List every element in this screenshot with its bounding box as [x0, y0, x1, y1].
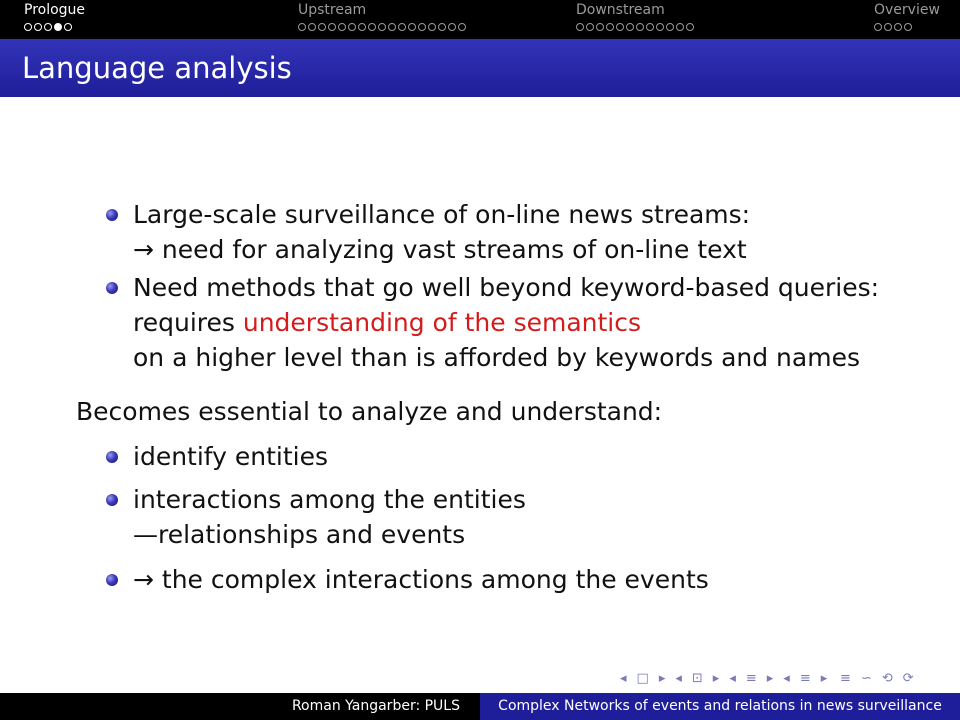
footer-talk-title: Complex Networks of events and relations in news surveillance: [480, 693, 960, 720]
bullet-ball-icon: [106, 451, 118, 463]
nav-section-upstream[interactable]: [298, 2, 466, 33]
nav-dots-upstream: [298, 23, 466, 33]
next-document-icon[interactable]: ▸: [820, 671, 828, 686]
next-frame-icon[interactable]: ▸: [658, 671, 666, 686]
bullet-item: [106, 197, 750, 267]
section-navigation: [0, 0, 960, 39]
nav-frame-dot[interactable]: [646, 23, 654, 31]
nav-frame-dot[interactable]: [596, 23, 604, 31]
nav-frame-dot[interactable]: [576, 23, 584, 31]
nav-frame-dot[interactable]: [884, 23, 892, 31]
bullet-line: Need methods that go well beyond keyword-based queries:: [133, 273, 880, 302]
nav-frame-dot[interactable]: [348, 23, 356, 31]
bullet-item: [106, 439, 328, 474]
nav-frame-dot[interactable]: [586, 23, 594, 31]
nav-frame-dot[interactable]: [358, 23, 366, 31]
bullet-ball-icon: [106, 494, 118, 506]
nav-section-label[interactable]: Overview: [874, 2, 940, 18]
nav-frame-dot[interactable]: [676, 23, 684, 31]
bullet-line: interactions among the entities: [133, 485, 526, 514]
prev-document-icon[interactable]: ◂: [783, 671, 790, 686]
bullet-line: identify entities: [133, 442, 329, 471]
bullet-line: → need for analyzing vast streams of on-line text: [133, 235, 747, 264]
nav-frame-dot[interactable]: [616, 23, 624, 31]
intro-text: Becomes essential to analyze and understand:: [76, 397, 663, 426]
nav-frame-dot[interactable]: [388, 23, 396, 31]
prev-frame-icon[interactable]: ◂: [620, 671, 627, 686]
bullet-item: [106, 270, 879, 375]
nav-frame-dot[interactable]: [44, 23, 52, 31]
next-section-icon[interactable]: ▸: [766, 671, 774, 686]
nav-frame-dot-current[interactable]: [54, 23, 62, 31]
nav-frame-dot[interactable]: [308, 23, 316, 31]
nav-frame-dot[interactable]: [24, 23, 32, 31]
footline: [0, 693, 960, 720]
bullet-item: [106, 482, 526, 552]
line-prefix: requires: [133, 308, 243, 337]
nav-frame-dot[interactable]: [894, 23, 902, 31]
prev-subsection-icon[interactable]: ◂: [675, 671, 682, 686]
slide-title: Language analysis: [22, 51, 292, 85]
nav-frame-dot[interactable]: [448, 23, 456, 31]
frame-title-bar: [0, 39, 960, 97]
highlighted-phrase: understanding of the semantics: [242, 308, 642, 337]
nav-frame-dot[interactable]: [368, 23, 376, 31]
bullet-ball-icon: [106, 282, 118, 294]
nav-frame-dot[interactable]: [318, 23, 326, 31]
beamer-navigation-controls-right: [840, 671, 914, 686]
nav-section-label[interactable]: Downstream: [576, 2, 665, 18]
document-icon[interactable]: ≡: [799, 671, 811, 686]
nav-section-label[interactable]: Prologue: [24, 2, 86, 18]
nav-section-downstream[interactable]: [576, 2, 694, 33]
bullet-line: Large-scale surveillance of on-line news streams:: [133, 200, 751, 229]
bullet-line: —relationships and events: [133, 520, 466, 549]
forward-icon[interactable]: ⟳: [902, 671, 914, 686]
frame-icon[interactable]: □: [636, 671, 649, 686]
nav-frame-dot[interactable]: [328, 23, 336, 31]
nav-frame-dot[interactable]: [418, 23, 426, 31]
nav-frame-dot[interactable]: [298, 23, 306, 31]
nav-frame-dot[interactable]: [656, 23, 664, 31]
nav-frame-dot[interactable]: [606, 23, 614, 31]
subsection-icon[interactable]: ⊡: [691, 671, 703, 686]
bullet-item: [106, 562, 709, 597]
nav-frame-dot[interactable]: [904, 23, 912, 31]
nav-dots-overview: [874, 23, 940, 33]
bullet-ball-icon: [106, 574, 118, 586]
nav-dots-prologue: [24, 23, 85, 33]
slide-body: [0, 97, 960, 693]
bullet-line: → the complex interactions among the events: [133, 565, 709, 594]
nav-frame-dot[interactable]: [428, 23, 436, 31]
nav-frame-dot[interactable]: [686, 23, 694, 31]
nav-frame-dot[interactable]: [378, 23, 386, 31]
nav-frame-dot[interactable]: [408, 23, 416, 31]
nav-frame-dot[interactable]: [438, 23, 446, 31]
section-icon[interactable]: ≡: [745, 671, 757, 686]
nav-frame-dot[interactable]: [34, 23, 42, 31]
nav-frame-dot[interactable]: [626, 23, 634, 31]
search-icon[interactable]: ∽: [860, 671, 872, 686]
bullet-ball-icon: [106, 209, 118, 221]
nav-frame-dot[interactable]: [398, 23, 406, 31]
back-icon[interactable]: ⟲: [881, 671, 893, 686]
nav-section-overview[interactable]: [874, 2, 940, 33]
prev-section-icon[interactable]: ◂: [729, 671, 736, 686]
nav-frame-dot[interactable]: [636, 23, 644, 31]
nav-frame-dot[interactable]: [338, 23, 346, 31]
appendix-icon[interactable]: ≡: [840, 671, 851, 686]
next-subsection-icon[interactable]: ▸: [712, 671, 720, 686]
nav-frame-dot[interactable]: [458, 23, 466, 31]
nav-dots-downstream: [576, 23, 694, 33]
nav-frame-dot[interactable]: [874, 23, 882, 31]
footer-author: Roman Yangarber: PULS: [291, 698, 460, 714]
nav-frame-dot[interactable]: [64, 23, 72, 31]
nav-section-prologue[interactable]: [24, 2, 85, 33]
bullet-line: on a higher level than is afforded by keywords and names: [133, 343, 860, 372]
bullet-line: [133, 305, 879, 340]
beamer-navigation-controls: [620, 671, 827, 686]
nav-section-label[interactable]: Upstream: [298, 2, 367, 18]
nav-frame-dot[interactable]: [666, 23, 674, 31]
